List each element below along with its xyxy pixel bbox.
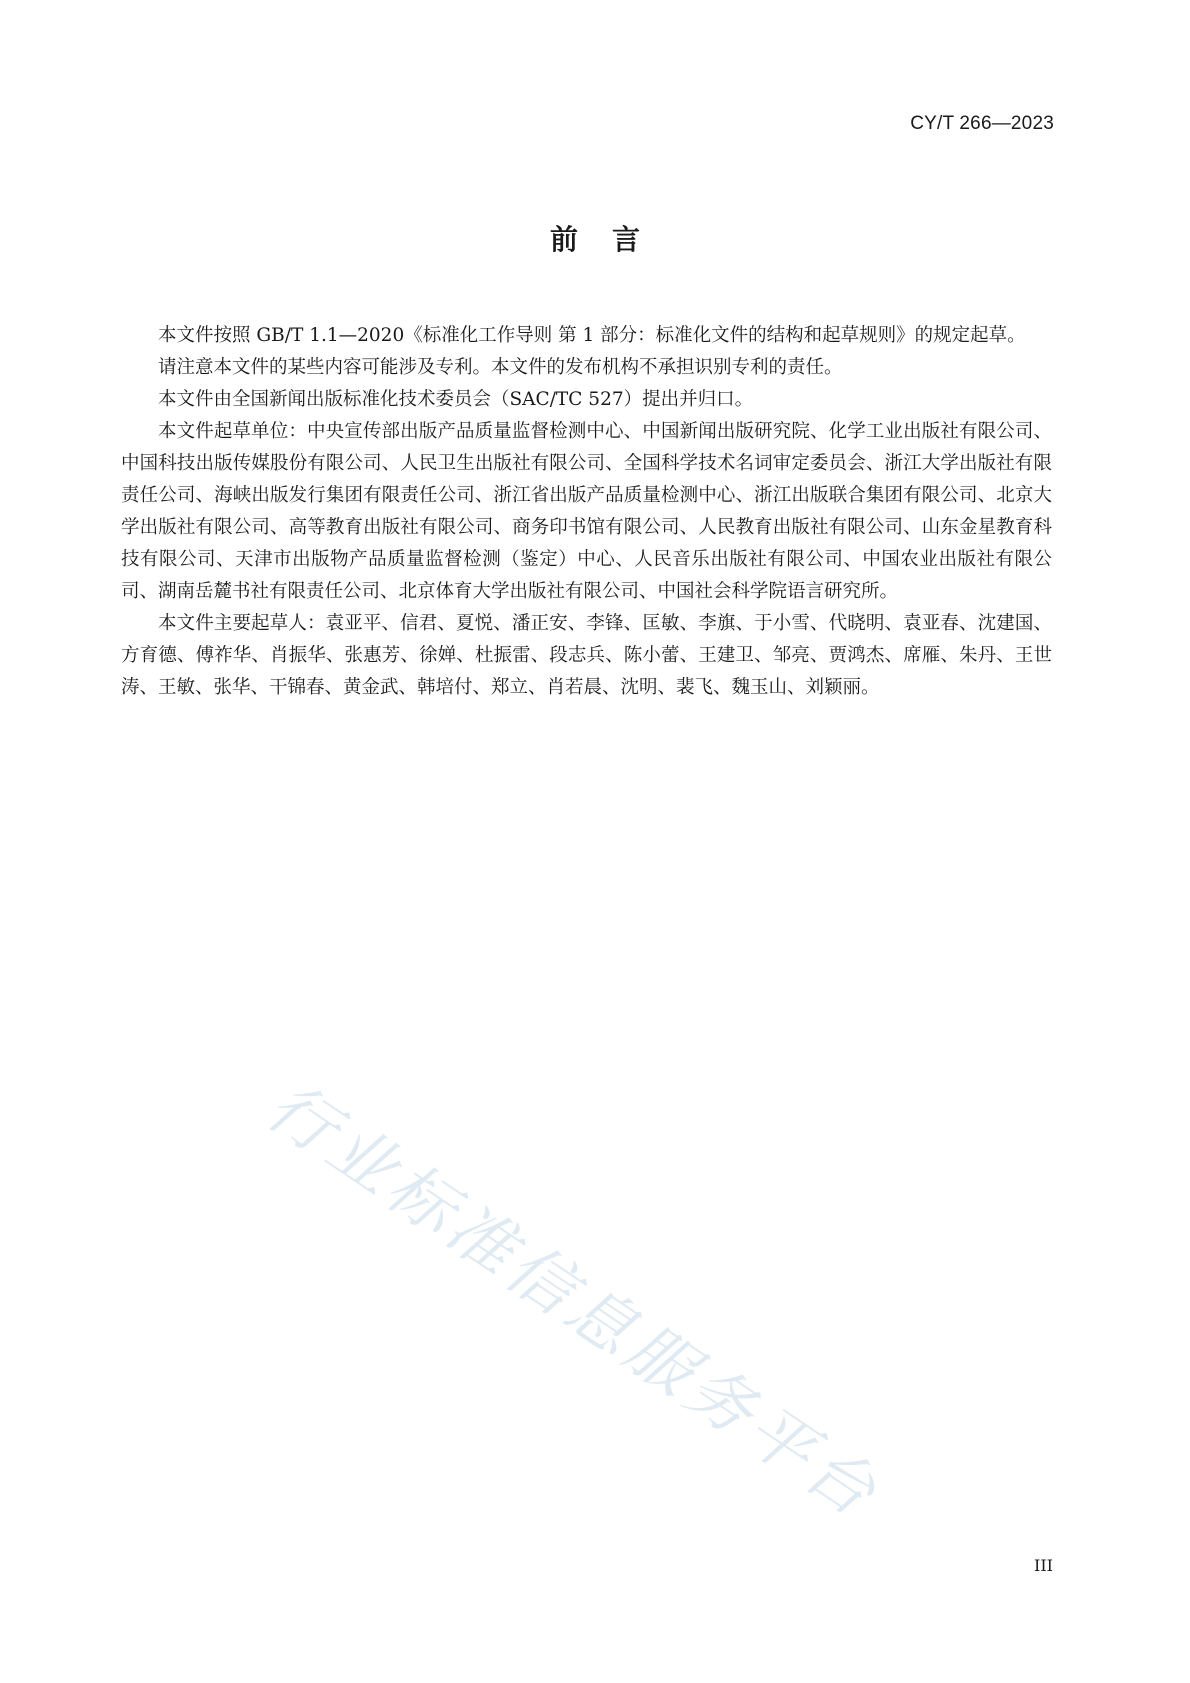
page-title: 前言 [549,223,674,256]
paragraph-drafting-rules: 本文件按照 GB/T 1.1—2020《标准化工作导则 第 1 部分：标准化文件的结构和起草规则》的规定起草。 [158,325,1026,346]
foreword-body [121,320,1052,704]
paragraph-proposer: 本文件由全国新闻出版标准化技术委员会（SAC/TC 527）提出并归口。 [158,389,754,410]
page-number: III [1034,1556,1053,1575]
paragraph-drafting-units: 本文件起草单位：中央宣传部出版产品质量监督检测中心、中国新闻出版研究院、化学工业出版社有限公司、中国科技出版传媒股份有限公司、人民卫生出版社有限公司、全国科学技术名词审定委员会、浙江大学出版社有限责任公司、海峡出版发行集团有限责任公司、浙江省出版产品质量检测中心、浙江出版联合集团有限公司、北京大学出版社有限公司、高等教育出版社有限公司、商务印书馆有限公司、人民教育出版社有限公司、山东金星教育科技有限公司、天津市出版物产品质量监督检测（鉴定）中心、人民音乐出版社有限公司、中国农业出版社有限公司、湖南岳麓书社有限责任公司、北京体育大学出版社有限公司、中国社会科学院语言研究所。 [121,421,1052,602]
paragraph-drafters: 本文件主要起草人：袁亚平、信君、夏悦、潘正安、李锋、匡敏、李旗、于小雪、代晓明、袁亚春、沈建国、方育德、傅祚华、肖振华、张惠芳、徐婵、杜振雷、段志兵、陈小蕾、王建卫、邹亮、贾鸿杰、席雁、朱丹、王世涛、王敏、张华、干锦春、黄金武、韩培付、郑立、肖若晨、沈明、裴飞、魏玉山、刘颖丽。 [121,613,1052,698]
watermark: 行业标准信息服务平台 [253,1067,894,1534]
standard-code: CY/T 266—2023 [910,113,1054,134]
paragraph-patent-notice: 请注意本文件的某些内容可能涉及专利。本文件的发布机构不承担识别专利的责任。 [158,357,843,378]
